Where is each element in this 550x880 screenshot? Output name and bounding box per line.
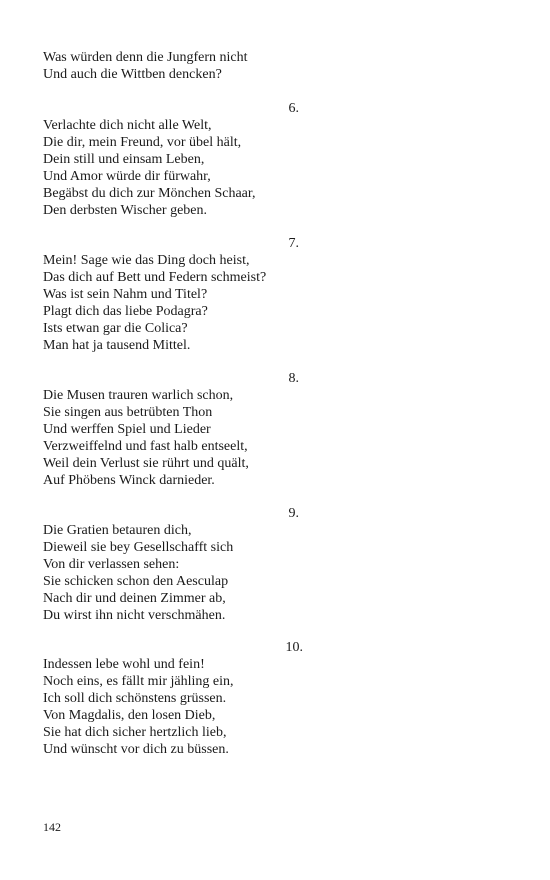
poem-line: Nach dir und deinen Zimmer ab,	[43, 591, 226, 606]
poem-line: Den derbsten Wischer geben.	[43, 203, 208, 218]
poem-line: Von Magdalis, den losen Dieb,	[43, 708, 216, 723]
poem-line: Verlachte dich nicht alle Welt,	[43, 118, 212, 133]
poem-line: Und werffen Spiel und Lieder	[43, 422, 211, 437]
stanza-number: 8.	[288, 371, 299, 386]
poem-line: Auf Phöbens Winck darnieder.	[43, 473, 215, 488]
poem-line: Indessen lebe wohl und fein!	[43, 657, 205, 672]
poem-line: Und Amor würde dir fürwahr,	[43, 169, 211, 184]
poem-line: Noch eins, es fällt mir jähling ein,	[43, 674, 234, 689]
poem-line: Die dir, mein Freund, vor übel hält,	[43, 135, 242, 150]
poem-line: Dein still und einsam Leben,	[43, 152, 205, 167]
stanza-number: 10.	[285, 640, 303, 655]
stanza-number: 7.	[288, 236, 299, 251]
poem-line: Das dich auf Bett und Federn schmeist?	[43, 270, 267, 285]
poem-line: Plagt dich das liebe Podagra?	[43, 304, 208, 319]
page-number: 142	[43, 820, 61, 834]
poem-line: Sie hat dich sicher hertzlich lieb,	[43, 725, 227, 740]
poem-line: Und auch die Wittben dencken?	[43, 67, 222, 82]
stanza-8	[43, 370, 303, 489]
poem-line: Und wünscht vor dich zu büssen.	[43, 742, 229, 757]
poem-line: Begäbst du dich zur Mönchen Schaar,	[43, 186, 256, 201]
poem-line: Sie singen aus betrübten Thon	[43, 405, 213, 420]
poem-line: Sie schicken schon den Aesculap	[43, 574, 229, 589]
poem-line: Was würden denn die Jungfern nicht	[43, 50, 248, 65]
stanza-number: 9.	[288, 506, 299, 521]
poem-line: Die Musen trauren warlich schon,	[43, 388, 234, 403]
poem-line: Du wirst ihn nicht verschmähen.	[43, 608, 226, 623]
poem-line: Ich soll dich schönstens grüssen.	[43, 691, 227, 706]
poem-line: Man hat ja tausend Mittel.	[43, 338, 191, 353]
stanza-9	[43, 505, 303, 624]
stanza-7	[43, 235, 303, 354]
poem-line: Verzweiffelnd und fast halb entseelt,	[43, 439, 248, 454]
poem-line: Dieweil sie bey Gesellschafft sich	[43, 540, 234, 555]
stanza-number: 6.	[288, 101, 299, 116]
poem-line: Ists etwan gar die Colica?	[43, 321, 188, 336]
stanza-10	[43, 639, 307, 758]
stanza-6	[43, 100, 303, 219]
poem-line: Von dir verlassen sehen:	[43, 557, 180, 572]
poem-line: Die Gratien betauren dich,	[43, 523, 192, 538]
poem-line: Weil dein Verlust sie rührt und quält,	[43, 456, 249, 471]
stanza-5-ending	[43, 49, 248, 83]
poem-line: Was ist sein Nahm und Titel?	[43, 287, 208, 302]
poem-line: Mein! Sage wie das Ding doch heist,	[43, 253, 250, 268]
